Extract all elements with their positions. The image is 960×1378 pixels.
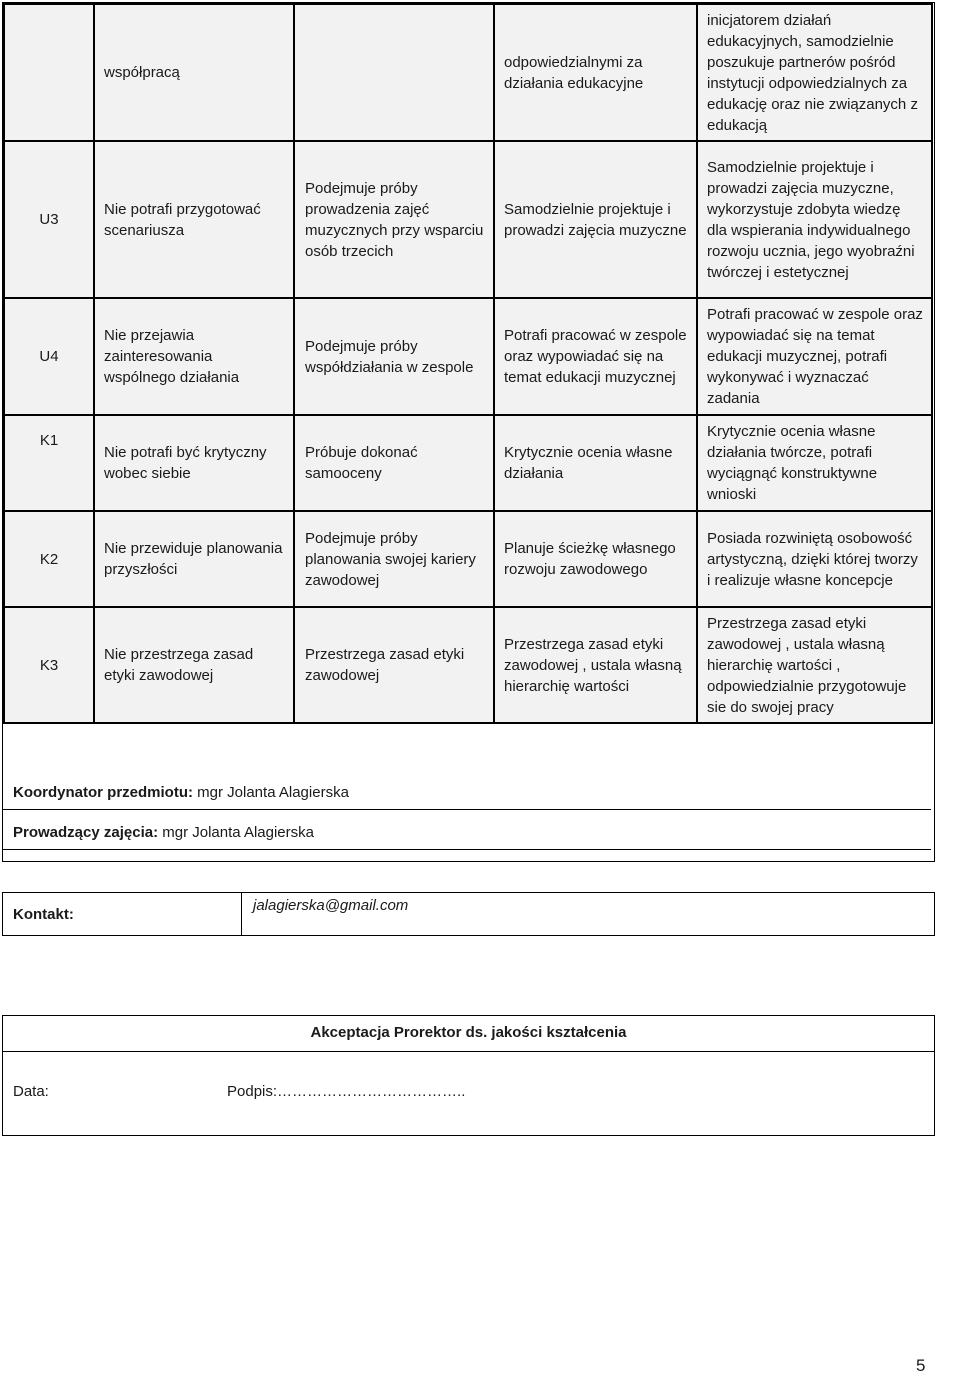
grade-4-cell: Krytycznie ocenia własne działania [494,415,697,511]
contact-label: Kontakt: [3,893,242,935]
instructor-name: mgr Jolanta Alagierska [158,824,314,841]
grade-4-cell: Potrafi pracować w zespole oraz wypowiadać się na temat edukacji muzycznej [494,298,697,415]
outcome-code-cell: K3 [4,607,94,723]
contact-email-link[interactable]: jalagierska@gmail.com [253,897,409,914]
instructor-label: Prowadzący zajęcia: [13,824,159,841]
table-row [4,415,932,511]
acceptance-box [2,1015,935,1136]
table-row [4,511,932,607]
coordinator-name: mgr Jolanta Alagierska [193,784,349,801]
table-row [4,4,932,141]
grade-2-cell: Nie przewiduje planowania przyszłości [94,511,294,607]
grade-4-cell: odpowiedzialnymi za działania edukacyjne [494,4,697,141]
grade-5-cell: Potrafi pracować w zespole oraz wypowiadać się na temat edukacji muzycznej, potrafi wykonywać i wyznaczać zadania [697,298,932,415]
grade-5-cell: Samodzielnie projektuje i prowadzi zajęcia muzyczne, wykorzystuje zdobyta wiedzę dla wspierania indywidualnego rozwoju ucznia, jego wyobraźni twórczej i estetycznej [697,141,932,298]
outcome-code-cell [4,4,94,141]
contact-box [2,892,935,936]
signature-label: Podpis:……………………………….. [227,1083,466,1100]
grade-4-cell: Planuje ścieżkę własnego rozwoju zawodowego [494,511,697,607]
grade-2-cell: Nie potrafi być krytyczny wobec siebie [94,415,294,511]
coordinator-label: Koordynator przedmiotu: [13,784,193,801]
grade-5-cell: Krytycznie ocenia własne działania twórcze, potrafi wyciągnąć konstruktywne wnioski [697,415,932,511]
instructor-line [3,823,931,850]
grade-3-cell: Podejmuje próby planowania swojej kariery zawodowej [294,511,494,607]
grade-5-cell: Przestrzega zasad etyki zawodowej , ustala własną hierarchię wartości , odpowiedzialnie przygotowuje sie do swojej pracy [697,607,932,723]
table-row [4,298,932,415]
outcome-code-cell: U3 [4,141,94,298]
grade-3-cell: Próbuje dokonać samooceny [294,415,494,511]
coordinator-line [3,783,931,810]
outcome-code-cell: U4 [4,298,94,415]
page-number: 5 [916,1356,926,1375]
evaluation-criteria-table [3,3,933,724]
table-row [4,607,932,723]
outcome-code-cell: K2 [4,511,94,607]
grade-4-cell: Samodzielnie projektuje i prowadzi zajęcia muzyczne [494,141,697,298]
grade-4-cell: Przestrzega zasad etyki zawodowej , ustala własną hierarchię wartości [494,607,697,723]
outcome-code-cell: K1 [4,415,94,511]
acceptance-title: Akceptacja Prorektor ds. jakości kształcenia [3,1016,934,1052]
grade-3-cell: Przestrzega zasad etyki zawodowej [294,607,494,723]
grade-3-cell: Podejmuje próby współdziałania w zespole [294,298,494,415]
grade-3-cell [294,4,494,141]
grade-3-cell: Podejmuje próby prowadzenia zajęć muzycznych przy wsparciu osób trzecich [294,141,494,298]
grade-2-cell: współpracą [94,4,294,141]
grade-5-cell: Posiada rozwiniętą osobowość artystyczną, dzięki której tworzy i realizuje własne koncepcje [697,511,932,607]
grade-2-cell: Nie przejawia zainteresowania wspólnego działania [94,298,294,415]
grade-2-cell: Nie przestrzega zasad etyki zawodowej [94,607,294,723]
date-label: Data: [13,1083,49,1100]
grade-2-cell: Nie potrafi przygotować scenariusza [94,141,294,298]
grade-5-cell: inicjatorem działań edukacyjnych, samodzielnie poszukuje partnerów pośród instytucji odpowiedzialnych za edukację oraz nie związanych z edukacją [697,4,932,141]
table-row [4,141,932,298]
